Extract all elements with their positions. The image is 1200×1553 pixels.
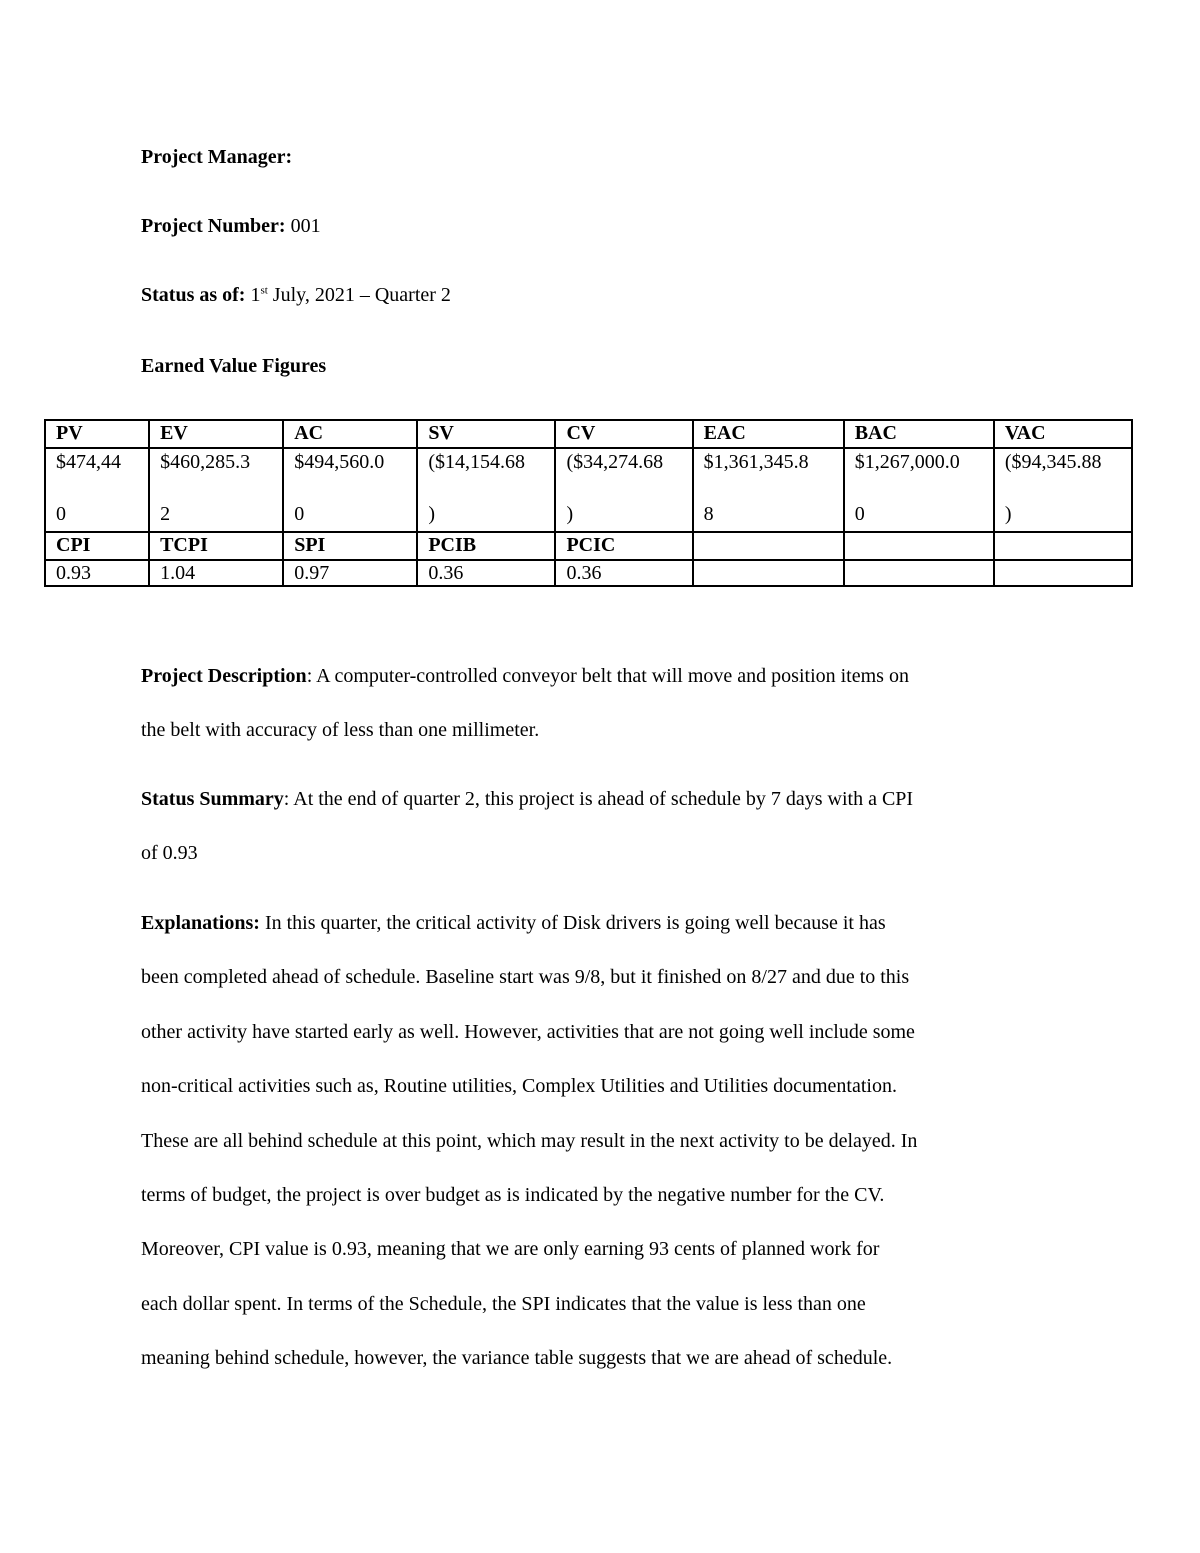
- paragraph-line: non-critical activities such as, Routine utilities, Complex Utilities and Utilities documentation.: [141, 1075, 897, 1098]
- paragraph-line: [141, 896, 1071, 950]
- paragraph-line: [141, 772, 1071, 826]
- project-number-label: Project Number:: [141, 215, 286, 237]
- cell-line: $474,44: [56, 451, 121, 473]
- cell-line: 2: [160, 503, 171, 525]
- table-header-cell: SV: [417, 420, 555, 448]
- cell-line: ): [428, 503, 435, 525]
- table-cell: [45, 448, 149, 532]
- table-cell: [693, 448, 844, 532]
- project-manager-line: [141, 145, 292, 169]
- table-cell: 0.36: [555, 560, 692, 586]
- cell-line: $1,267,000.0: [854, 451, 960, 473]
- table-cell: [417, 448, 555, 532]
- table-header-cell: EV: [149, 420, 283, 448]
- cell-line: ($14,154.68: [428, 451, 525, 473]
- table-header-cell: BAC: [844, 420, 994, 448]
- cell-line: ): [566, 503, 574, 525]
- cell-line: ($34,274.68: [566, 451, 664, 473]
- explanations-label: Explanations:: [141, 912, 260, 934]
- status-summary: [141, 772, 1071, 881]
- table-header-cell: PV: [45, 420, 149, 448]
- table-cell: 0.36: [417, 560, 555, 586]
- project-manager-label: Project Manager:: [141, 146, 293, 168]
- table-header-cell: [994, 532, 1132, 560]
- status-day-suffix: st: [260, 284, 268, 297]
- project-number-line: [141, 214, 321, 238]
- paragraph-text: : A computer-controlled conveyor belt that will move and position items on: [306, 665, 909, 687]
- table-cell: [994, 448, 1132, 532]
- status-day: 1: [250, 284, 261, 306]
- table-cell: [994, 560, 1132, 586]
- table-header-cell: VAC: [994, 420, 1132, 448]
- explanations: [141, 896, 1071, 1386]
- table-cell: 1.04: [149, 560, 283, 586]
- table-header-cell: PCIC: [555, 532, 692, 560]
- table-value-row-2: [45, 560, 1132, 586]
- cell-line: $460,285.3: [160, 451, 251, 473]
- table-header-row-2: [45, 532, 1132, 560]
- table-header-row-1: [45, 420, 1132, 448]
- project-number-value: 001: [290, 215, 321, 237]
- cell-line: 0: [294, 503, 305, 525]
- paragraph-text: In this quarter, the critical activity of Disk drivers is going well because it has: [259, 912, 886, 934]
- table-cell: [844, 448, 994, 532]
- paragraph-line: each dollar spent. In terms of the Schedule, the SPI indicates that the value is less than one: [141, 1292, 866, 1315]
- table-cell: [149, 448, 283, 532]
- status-date-rest: July, 2021 – Quarter 2: [267, 284, 451, 306]
- paragraph-line: meaning behind schedule, however, the variance table suggests that we are ahead of schedule.: [141, 1347, 893, 1370]
- cell-line: $494,560.0: [294, 451, 385, 473]
- table-cell: [844, 560, 994, 586]
- table-header-cell: EAC: [693, 420, 844, 448]
- section-title: Earned Value Figures: [141, 355, 327, 377]
- cell-line: 0: [56, 503, 66, 525]
- table-value-row-1: [45, 448, 1132, 532]
- cell-line: 8: [703, 503, 714, 525]
- cell-line: ): [1004, 503, 1012, 525]
- table-header-cell: CV: [555, 420, 692, 448]
- paragraph-line: Moreover, CPI value is 0.93, meaning that we are only earning 93 cents of planned work for: [141, 1238, 880, 1261]
- cell-line: 0: [854, 503, 865, 525]
- table-cell: [283, 448, 417, 532]
- paragraph-text: : At the end of quarter 2, this project is ahead of schedule by 7 days with a CPI: [283, 788, 914, 810]
- table-cell: [555, 448, 692, 532]
- table-header-cell: [844, 532, 994, 560]
- table-cell: 0.97: [283, 560, 417, 586]
- status-date-line: [141, 283, 451, 307]
- table-cell: [693, 560, 844, 586]
- table-header-cell: TCPI: [149, 532, 283, 560]
- paragraph-line: been completed ahead of schedule. Baseline start was 9/8, but it finished on 8/27 and due to this: [141, 966, 910, 989]
- project-description-label: Project Description: [141, 665, 307, 687]
- table-header-cell: AC: [283, 420, 417, 448]
- table-header-cell: PCIB: [417, 532, 555, 560]
- cell-line: $1,361,345.8: [703, 451, 809, 473]
- table-header-cell: [693, 532, 844, 560]
- table-header-cell: SPI: [283, 532, 417, 560]
- paragraph-line: These are all behind schedule at this point, which may result in the next activity to be delayed. In: [141, 1129, 918, 1152]
- paragraph-line: the belt with accuracy of less than one millimeter.: [141, 719, 540, 742]
- paragraph-line: terms of budget, the project is over budget as is indicated by the negative number for the CV.: [141, 1183, 885, 1206]
- paragraph-line: [141, 649, 1071, 703]
- table-cell: 0.93: [45, 560, 149, 586]
- paragraph-line: of 0.93: [141, 842, 198, 865]
- status-date-label: Status as of:: [141, 284, 246, 306]
- cell-line: ($94,345.88: [1004, 451, 1102, 473]
- table-header-cell: CPI: [45, 532, 149, 560]
- project-description: [141, 649, 1071, 758]
- paragraph-line: other activity have started early as well. However, activities that are not going well include some: [141, 1020, 915, 1043]
- earned-value-table: [44, 419, 1133, 587]
- status-summary-label: Status Summary: [141, 788, 284, 810]
